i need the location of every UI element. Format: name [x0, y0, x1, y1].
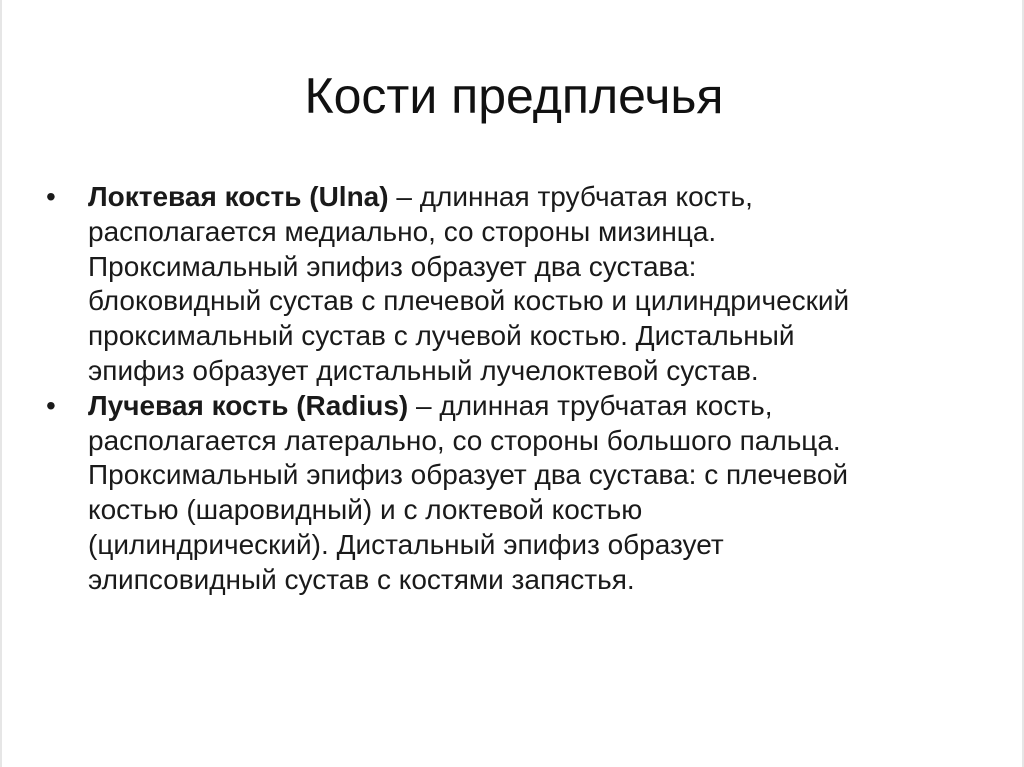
- bullet-item-ulna: [42, 180, 1002, 389]
- text-line: эпифиз образует дистальный лучелоктевой сустав.: [88, 354, 759, 386]
- bullet-icon: •: [46, 389, 56, 421]
- text-line: [88, 389, 1002, 424]
- text-line: располагается медиально, со стороны мизинца.: [88, 215, 717, 247]
- text-line: костью (шаровидный) и с локтевой костью: [88, 494, 643, 526]
- bullet-list: [42, 180, 1002, 598]
- text-line: Проксимальный эпифиз образует два сустава: с плечевой: [88, 459, 849, 491]
- slide-title: Кости предплечья: [304, 68, 724, 124]
- definition-text: – длинная трубчатая кость,: [388, 181, 753, 212]
- bullet-icon: •: [46, 181, 56, 212]
- text-line: проксимальный сустав с лучевой костью. Дистальный: [88, 320, 795, 352]
- bullet-item-radius: [42, 389, 1002, 598]
- term-ulna: Локтевая кость (Ulna): [88, 181, 389, 212]
- definition-text: – длинная трубчатая кость,: [408, 389, 773, 421]
- text-line: располагается латерально, со стороны большого пальца.: [88, 424, 841, 456]
- text-line: [88, 180, 1002, 215]
- text-line: элипсовидный сустав с костями запястья.: [88, 563, 635, 595]
- text-line: (цилиндрический). Дистальный эпифиз образует: [88, 528, 724, 560]
- text-line: Проксимальный эпифиз образует два сустава:: [88, 250, 697, 282]
- term-radius: Лучевая кость (Radius): [88, 389, 409, 421]
- text-line: блоковидный сустав с плечевой костью и цилиндрический: [88, 285, 850, 317]
